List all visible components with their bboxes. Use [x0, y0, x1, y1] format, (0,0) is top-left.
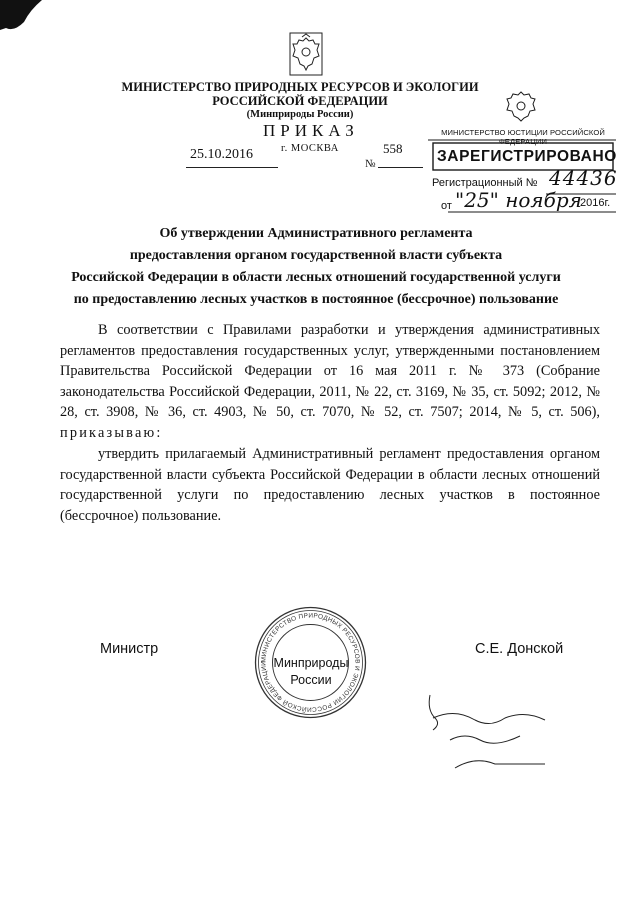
seal-center-line: России: [290, 673, 332, 687]
ministry-name-line2: РОССИЙСКОЙ ФЕДЕРАЦИИ: [212, 94, 388, 108]
registration-year: 2016г.: [580, 197, 611, 209]
order-number: 558: [383, 141, 403, 156]
ministry-header: [120, 80, 480, 122]
stamp-status: ЗАРЕГИСТРИРОВАНО: [437, 148, 617, 165]
document-title: [40, 223, 592, 311]
coat-of-arms-emblem: [289, 32, 323, 76]
registration-from-label: от: [441, 200, 452, 212]
number-underline: [378, 167, 423, 168]
registration-number-label: Регистрационный №: [432, 177, 538, 189]
order-city: г. МОСКВА: [281, 143, 339, 154]
title-line: Об утверждении Административного регламента: [159, 226, 473, 241]
body-paragraph-1: [60, 320, 600, 443]
order-date: 25.10.2016: [190, 147, 253, 162]
signature-scribble: [395, 690, 575, 780]
seal-ring-text: МИНИСТЕРСТВО ПРИРОДНЫХ РЕСУРСОВ И ЭКОЛОГИИ РОССИЙСКОЙ ФЕДЕРАЦИИ: [260, 612, 361, 713]
registration-number: 44436: [549, 166, 618, 190]
signatory-name: С.Е. Донской: [475, 641, 564, 657]
number-sign: №: [365, 158, 376, 170]
body-paragraph-2: утвердить прилагаемый Административный регламент предоставления органом государственной власти субъекта Российской Федерации в области лесных отношений государственной услуги по предоставлению лесных участков в постоянное (бессрочное) пользование.: [60, 446, 600, 524]
signatory-role: Министр: [100, 641, 159, 657]
registration-date-handwritten: "25" ноября: [455, 188, 582, 212]
ministry-short-name: (Минприроды России): [246, 109, 354, 120]
seal-center-line: Минприроды: [273, 656, 349, 670]
paragraph-1-text: В соответствии с Правилами разработки и утверждения административных регламентов предоставления государственных услуг, утвержденными постановлением Правительства Российской Федерации от 16 мая 2011 г. № 373 (Собрание законодательства Российской Федерации, 2011, № 22, ст. 3169, № 35, ст. 5092; 2012, № 28, ст. 3908, № 36, ст. 4903, № 50, ст. 7070, № 52, ст. 7507; 2014, № 5, ст. 506),: [60, 322, 600, 420]
title-line: Российской Федерации в области лесных отношений государственной услуги: [71, 270, 561, 285]
ministry-name-line1: МИНИСТЕРСТВО ПРИРОДНЫХ РЕСУРСОВ И ЭКОЛОГИИ: [121, 80, 479, 94]
seal-center-text: [270, 655, 352, 689]
stamp-authority: МИНИСТЕРСТВО ЮСТИЦИИ РОССИЙСКОЙ ФЕДЕРАЦИИ: [441, 128, 605, 146]
date-underline: [186, 167, 278, 168]
title-line: предоставления органом государственной власти субъекта: [129, 248, 503, 263]
title-line: по предоставлению лесных участков в постоянное (бессрочное) пользование: [73, 292, 559, 307]
document-type-title: ПРИКАЗ: [263, 121, 359, 140]
command-word: приказываю:: [60, 424, 163, 441]
